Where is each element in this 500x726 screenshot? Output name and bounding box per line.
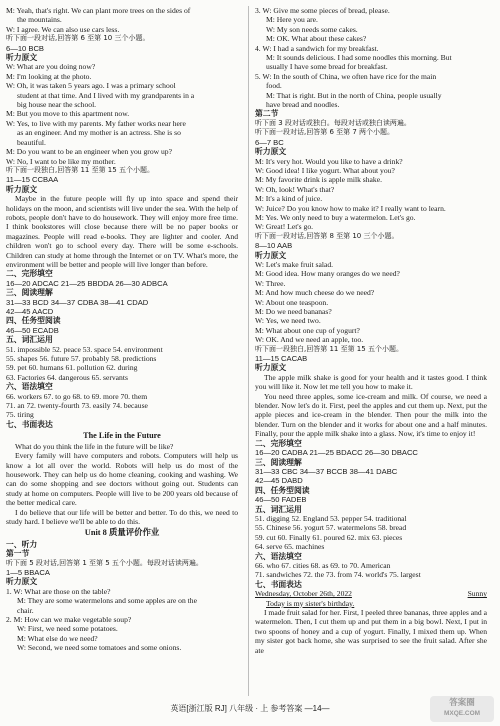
left_after-line: W: Second, we need some tomatoes and some onions. <box>17 643 182 653</box>
left_after-line: M: What else do we need? <box>17 633 98 643</box>
left_column-line: big house near the school. <box>17 100 97 110</box>
left_column-line: 六、语法填空 <box>6 382 53 392</box>
left-column <box>6 6 238 694</box>
left_column-line: 16—20 ADCAC 21—25 BBDDA 26—30 ADBCA <box>6 278 168 288</box>
left_column-line: 听下面一段对话,回答第 6 至第 10 三个小题。 <box>6 34 150 43</box>
right-column <box>255 6 487 694</box>
right_column-line: 66. who 67. cities 68. as 69. to 70. American <box>255 560 391 570</box>
left_column-line: 四、任务型阅读 <box>6 316 61 326</box>
right_column-line: 16—20 CADBA 21—25 BDACC 26—30 DBACC <box>255 448 418 458</box>
right_column-line: 听力原文 <box>255 147 287 157</box>
right_column-line: M: Here you are. <box>266 15 318 25</box>
right_column-line: M: Good idea. How many oranges do we need? <box>255 269 400 279</box>
right_column-line: 42—45 DABD <box>255 476 303 486</box>
right-lines <box>255 6 487 589</box>
right_column-line: 5. W: In the south of China, we often have rice for the main <box>255 71 437 81</box>
right_column-line: M: OK. What about these cakes? <box>266 34 367 44</box>
right_column-line: 31—33 CBC 34—37 BCCB 38—41 DABC <box>255 466 398 476</box>
right_column-line: M: My favorite drink is apple milk shake. <box>255 175 382 185</box>
right_column-line: 71. sandwiches 72. the 73. from 74. world's 75. largest <box>255 570 421 580</box>
right_column-line: 46—50 FADEB <box>255 495 307 505</box>
right_column-line: 第二节 <box>255 109 279 119</box>
left_column-line: 51. impossible 52. peace 53. space 54. environment <box>6 344 163 354</box>
left_column-line: M: I'm looking at the photo. <box>6 71 92 81</box>
left_after-line: 第一节 <box>6 549 30 559</box>
left_column-line: M: Yeah, that's right. We can plant more trees on the sides of <box>6 6 191 15</box>
left_column-line: 75. tiring <box>6 410 34 420</box>
left_column-line: 59. pet 60. humans 61. pollution 62. during <box>6 363 138 373</box>
left-lines <box>6 6 238 429</box>
left_column-line: 71. an 72. twenty-fourth 73. easily 74. because <box>6 401 148 411</box>
watermark-logo <box>430 696 494 722</box>
essay-paragraph: I do believe that our life will be better and better. To do this, we need to study hard. I believe we'll be able to do this. <box>6 507 238 526</box>
left_column-line: 55. shapes 56. future 57. probably 58. predictions <box>6 354 157 364</box>
left_column-line: 31—33 BCD 34—37 CDBA 38—41 CDAD <box>6 297 149 307</box>
diary-dateline <box>255 589 487 598</box>
right_column-line: W: Let's make fruit salad. <box>255 259 334 269</box>
right_column-line: W: Yes, we need two. <box>255 316 321 326</box>
diary-text: I made fruit salad for her. First, I peeled three bananas, three apples and a watermelon. Then, I cut them up and put them in a big bowl. Next, I put in two spoons of honey and a cup of yogurt. Finally, I mixed them up. When my sister got back home, she was surprised to see the fruit salad. After she ate <box>255 608 487 655</box>
right_column-line: W: Oh, look! What's that? <box>255 184 335 194</box>
right_column-line: 55. Chinese 56. yogurt 57. watermelons 58. bread <box>255 523 407 533</box>
right_column-line: 六、语法填空 <box>255 551 302 561</box>
right_column-line: 七、书面表达 <box>255 579 302 589</box>
left_column-line: W: Oh, it was taken 5 years ago. I was a primary school <box>6 81 176 91</box>
left_column-line: 42—45 AACD <box>6 307 54 316</box>
right_column-line: W: OK. And we need an apple, too. <box>255 335 364 345</box>
left_column-line: 6—10 BCB <box>6 43 44 53</box>
left_column-line: 七、书面表达 <box>6 419 53 429</box>
right_column-line: W: My son needs some cakes. <box>266 24 358 34</box>
left_column-line: M: Do you want to be an engineer when you grow up? <box>6 147 172 157</box>
diary-title: Today is my sister's birthday. <box>266 598 355 608</box>
essay-body <box>6 442 238 527</box>
essay-paragraph: What do you think the life in the future will be like? <box>15 441 174 451</box>
left_column-line: W: Yes, to live with my parents. My father works near here <box>6 118 186 128</box>
right_column-line: usually I have some bread for breakfast. <box>266 62 388 72</box>
right_column-line: W: Great! Let's go. <box>255 222 314 232</box>
right_column-line: 听下面一段对话,回答第 6 至第 7 两个小题。 <box>255 128 395 137</box>
right_column-line: 8—10 AAB <box>255 241 293 251</box>
left_column-line: 二、完形填空 <box>6 269 53 279</box>
unit-title: Unit 8 质量评价作业 <box>84 528 160 538</box>
left_column-line: M: But you move to this apartment now. <box>6 109 130 119</box>
left_column-line: 听下面一段独白,回答第 11 至第 15 五个小题。 <box>6 165 154 174</box>
left_column-line: 46—50 ECADB <box>6 325 59 335</box>
left_column-line: 66. workers 67. to go 68. to 69. more 70. them <box>6 391 148 401</box>
right_column-line: W: Three. <box>255 278 286 288</box>
page-footer: 英语[浙江版 RJ] 八年级 · 上 参考答案 —14— <box>170 704 330 713</box>
right_column-line: have bread and noodles. <box>266 100 340 110</box>
right_column-line: 59. cut 60. Finally 61. poured 62. mix 63. pieces <box>255 532 403 542</box>
right_column-line: 听下面一段独白,回答第 11 至第 15 五个小题。 <box>255 344 403 353</box>
left_column-line: W: I agree. We can also use cars less. <box>6 24 120 34</box>
right_column-line: W: About one teaspoon. <box>255 297 329 307</box>
right_column-line: M: What about one cup of yogurt? <box>255 325 360 335</box>
left_after-line: 听下面 5 段对话,回答第 1 至第 5 五个小题。每段对话读两遍。 <box>6 558 203 567</box>
right_column-line: W: Juice? Do you know how to make it? I really want to learn. <box>255 203 446 213</box>
left_column-line: 11—15 CCBAA <box>6 175 59 185</box>
left_column-line: 三、阅读理解 <box>6 288 53 298</box>
right_column-line: 听下面 3 段对话或独白。每段对话或独白读两遍。 <box>255 118 411 127</box>
diary-date: Wednesday, October 26th, 2022 <box>255 589 352 599</box>
right_column-line: M: It's very hot. Would you like to have a drink? <box>255 156 403 166</box>
right_column-line: You need three apples, some ice-cream and milk. Of course, we need a blender. Now let's do it. First, peel the apples and cut them up. Next, put the apple pieces and ice-cream in the blender. Then pour the milk into the blender. Turn on the blender and it works for about one and a half minutes. Finally, pour the apple milk shake into a glass. Now, it's time to enjoy it! <box>255 391 487 439</box>
right_column-line: 3. W: Give me some pieces of bread, please. <box>255 6 390 15</box>
left_column-line: the mountains. <box>17 15 62 25</box>
left_after-line: 1. W: What are those on the table? <box>6 586 111 596</box>
diary-weather: Sunny <box>467 589 487 599</box>
right_column-line: 4. W: I had a sandwich for my breakfast. <box>255 43 379 53</box>
left_after-line: 听力原文 <box>6 577 38 587</box>
right_column-line: M: Do we need bananas? <box>255 307 332 316</box>
right_column-line: 五、词汇运用 <box>255 504 302 514</box>
essay-paragraph: Every family will have computers and robots. Computers will help us know a lot all over the world. Robots will help us do most of the housework. They can help us do home cleaning, cooking and washing. We can do some shopping and see doctors without going out. Students can study at home on computers. People will live to be 200 years old because of the better medical care. <box>6 451 238 508</box>
left_column-line: W: No, I want to be like my mother. <box>6 156 116 166</box>
right_column-line: M: It sounds delicious. I had some noodles this morning. But <box>266 53 452 63</box>
right_column-line: W: Good idea! I like yogurt. What about you? <box>255 165 395 175</box>
right_column-line: 听下面一段对话,回答第 8 至第 10 三个小题。 <box>255 231 399 240</box>
right_column-line: M: It's a kind of juice. <box>255 194 323 204</box>
left_column-line: 听力原文 <box>6 184 38 194</box>
unit-8-section <box>6 540 238 653</box>
left_after-line: W: First, we need some potatoes. <box>17 624 118 634</box>
right_column-line: The apple milk shake is good for your health and it tastes good. I think you will like it. Now let me tell you how to make it. <box>255 372 487 392</box>
right_column-line: M: Yes. We only need to buy a watermelon. Let's go. <box>255 212 416 222</box>
left_column-line: beautiful. <box>17 137 46 147</box>
left_column-line: W: What are you doing now? <box>6 62 96 72</box>
watermark-main: 答案圈 <box>449 697 475 707</box>
right_column-line: M: And how much cheese do we need? <box>255 288 375 298</box>
right_column-line: 三、阅读理解 <box>255 457 302 467</box>
right_column-line: 二、完形填空 <box>255 438 302 448</box>
right_column-line: 11—15 CACAB <box>255 354 308 364</box>
right_column-line: food. <box>266 81 282 91</box>
right_column-line: 51. digging 52. England 53. pepper 54. traditional <box>255 513 407 523</box>
left_column-line: as an engineer. And my mother is an actress. She is so <box>17 128 181 138</box>
right_column-line: 四、任务型阅读 <box>255 485 310 495</box>
essay-title: The Life in the Future <box>83 431 161 441</box>
right_column-line: 6—7 BC <box>255 137 284 147</box>
column-divider <box>248 6 249 696</box>
left_column-line: 听力原文 <box>6 53 38 63</box>
right_column-line: 64. serve 65. machines <box>255 542 325 552</box>
left_after-line: 一、听力 <box>6 539 38 549</box>
left_after-line: M: They are some watermelons and some apples are on the <box>17 596 197 606</box>
left_after-line: 1—5 BBACA <box>6 567 50 577</box>
left_after-line: 2. M: How can we make vegetable soup? <box>6 615 132 624</box>
right_column-line: M: That is right. But in the north of China, people usually <box>266 90 442 100</box>
left_column-line: 五、词汇运用 <box>6 335 53 345</box>
right_column-line: 听力原文 <box>255 363 287 373</box>
left_column-line: student at that time. And I lived with my grandparents in a <box>17 90 195 100</box>
left_column-line: 63. Factories 64. dangerous 65. servants <box>6 372 128 382</box>
right_column-line: 听力原文 <box>255 250 287 260</box>
left_after-line: chair. <box>17 605 34 615</box>
left_column-line: Maybe in the future people will fly up into space and spend their holidays on the moon, and scientists will live under the sea. With the help of robots, people don't have to do housework. They will enjoy more free time. I think bookstores will close because there will be no paper books or magazines. People will read e-books. They are lighter and cooler. And children won't go to school every day. There will be some e-schools. Children can study at home through the Internet or on TV. What's more, the environment will be better and people will live longer than before. <box>6 194 238 269</box>
watermark-sub: MXQE.COM <box>443 710 481 717</box>
